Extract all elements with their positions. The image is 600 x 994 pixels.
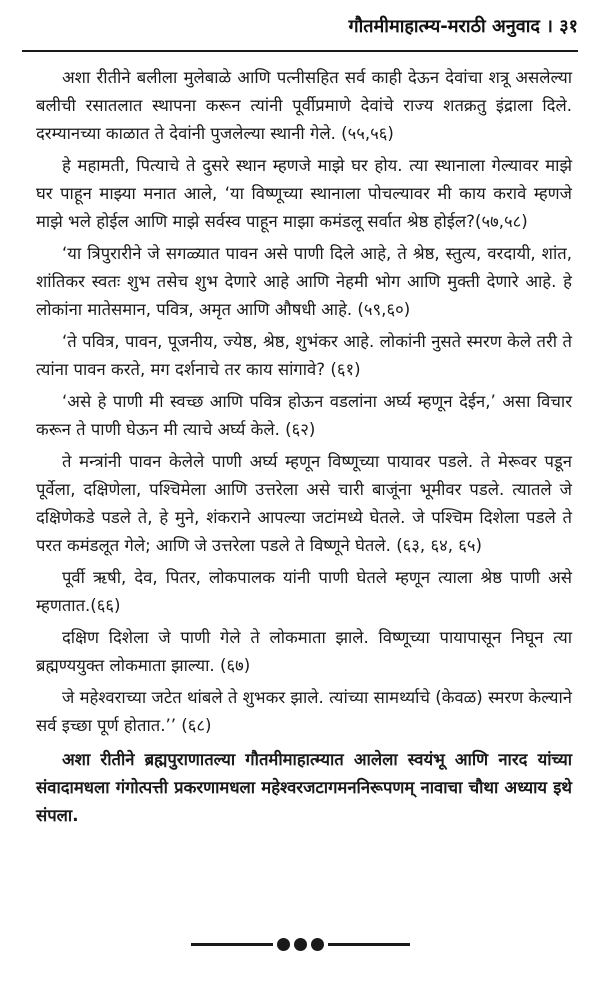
paragraph: दक्षिण दिशेला जे पाणी गेले ते लोकमाता झाले. विष्णूच्या पायापासून निघून त्या ब्रह्मण्ययुक्त लोकमाता झाल्या. (६७) [36, 628, 572, 675]
paragraph: हे महामती, पित्याचे ते दुसरे स्थान म्हणजे माझे घर होय. त्या स्थानाला गेल्यावर माझे घर पाहून माझ्या मनात आले, ‘या विष्णूच्या स्थानाला पोचल्यावर मी काय करावे म्हणजे माझे भले होईल आणि माझे सर्वस्व पाहून माझा कमंडलू सर्वात श्रेष्ठ होईल?(५७,५८) [36, 156, 572, 231]
paragraph: जे महेश्वराच्या जटेत थांबले ते शुभकर झाले. त्यांच्या सामर्थ्याचे (केवळ) स्मरण केल्याने सर्व इच्छा पूर्ण होतात.’’ (६८) [36, 688, 572, 735]
paragraph: ते मन्त्रांनी पावन केलेले पाणी अर्घ्य म्हणून विष्णूच्या पायावर पडले. ते मेरूवर पडून पूर्वेला, दक्षिणेला, पश्चिमेला आणि उत्तरेला असे चारी बाजूंना भूमीवर पडले. त्यातले जे दक्षिणेकडे पडले ते, हे मुने, शंकराने आपल्या जटांमध्ये घेतले. जे पश्चिम दिशेला पडले ते परत कमंडलूत गेले; आणि जे उत्तरेला पडले ते विष्णूने घेतले. (६३, ६४, ६५) [36, 452, 572, 555]
paragraph: पूर्वी ऋषी, देव, पितर, लोकपालक यांनी पाणी घेतले म्हणून त्याला श्रेष्ठ पाणी असे म्हणतात.(६६) [36, 568, 572, 615]
page-body [36, 64, 572, 834]
header-rule [22, 50, 578, 52]
paragraph: ‘असे हे पाणी मी स्वच्छ आणि पवित्र होऊन वडलांना अर्घ्य म्हणून देईन,’ असा विचार करून ते पाणी घेऊन मी त्याचे अर्घ्य केले. (६२) [36, 392, 572, 439]
ornament-dots [277, 938, 324, 951]
ornament-left-line [191, 943, 273, 946]
ornament-right-line [328, 943, 410, 946]
end-ornament [0, 938, 600, 951]
ornament-dot [294, 938, 307, 951]
running-header: गौतमीमाहात्म्य-मराठी अनुवाद । ३१ [348, 16, 578, 37]
ornament-dot [277, 938, 290, 951]
paragraph: ‘या त्रिपुरारीने जे सगळ्यात पावन असे पाणी दिले आहे, ते श्रेष्ठ, स्तुत्य, वरदायी, शांत, शांतिकर स्वतः शुभ तसेच शुभ देणारे आहे आणि नेहमी भोग आणि मुक्ती देणारे आहे. हे लोकांना मातेसमान, पवित्र, अमृत आणि औषधी आहे. (५९,६०) [36, 244, 572, 319]
paragraph: अशा रीतीने बलीला मुलेबाळे आणि पत्नीसहित सर्व काही देऊन देवांचा शत्रू असलेल्या बलीची रसातलात स्थापना करून त्यांनी पूर्वीप्रमाणे देवांचे राज्य शतक्रतु इंद्राला दिले. दरम्यानच्या काळात ते देवांनी पुजलेल्या स्थानी गेले. (५५,५६) [36, 68, 572, 143]
chapter-closing-paragraph: अशा रीतीने ब्रह्मपुराणातल्या गौतमीमाहात्म्यात आलेला स्वयंभू आणि नारद यांच्या संवादामधला गंगोत्पत्ती प्रकरणामधला महेश्वरजटागमननिरूपणम् नावाचा चौथा अध्याय इथे संपला. [36, 750, 572, 825]
ornament-dot [311, 938, 324, 951]
paragraph: ‘ते पवित्र, पावन, पूजनीय, ज्येष्ठ, श्रेष्ठ, शुभंकर आहे. लोकांनी नुसते स्मरण केले तरी ते त्यांना पावन करते, मग दर्शनाचे तर काय सांगावे? (६१) [36, 332, 572, 379]
